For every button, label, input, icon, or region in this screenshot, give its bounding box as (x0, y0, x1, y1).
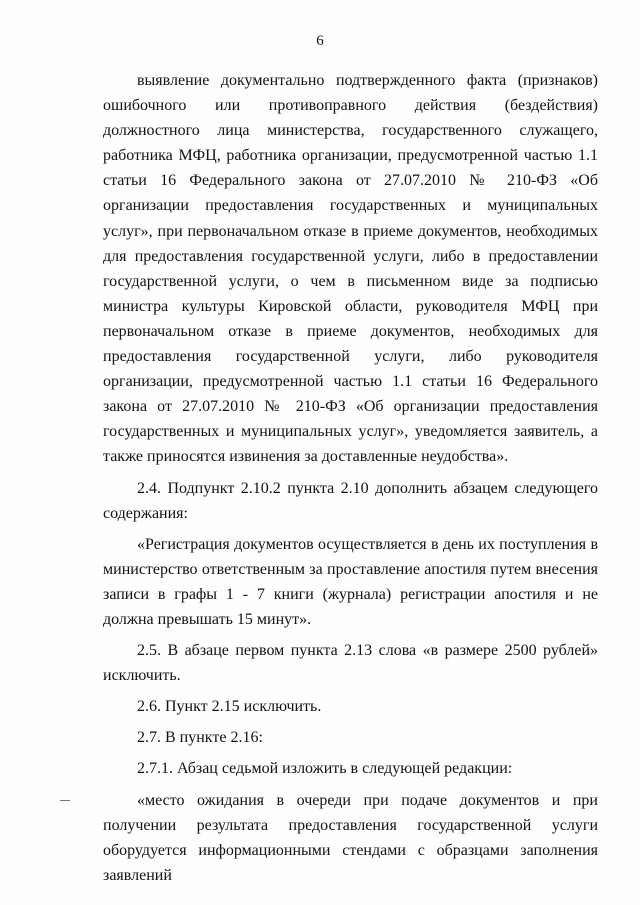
paragraph-2-6: 2.6. Пункт 2.15 исключить. (137, 698, 322, 716)
paragraph-2-4: 2.4. Подпункт 2.10.2 пункта 2.10 дополнить абзацем следующего содержания: (103, 479, 598, 522)
document-body (103, 68, 598, 888)
paragraph-2-7-1: 2.7.1. Абзац седьмой изложить в следующей редакции: (137, 760, 513, 778)
paragraph-2-5: 2.5. В абзаце первом пункта 2.13 слова «в размере 2500 рублей» исключить. (103, 642, 598, 685)
paragraph-waiting-place-quote: «место ожидания в очереди при подаче документов и при получении результата предоставления государственной услуги оборудуется информационными стендами с образцами заполнения заявлений (103, 791, 598, 884)
paragraph-continuation: выявление документально подтвержденного факта (признаков) ошибочного или противоправного действия (бездействия) должностного лица министерства, государственного служащего, работника МФЦ, работника организации, предусмотренной частью 1.1 статьи 16 Федерального закона от 27.07.2010 № 210-ФЗ «Об организации предоставления государственных и муниципальных услуг», при первоначальном отказе в приеме документов, необходимых для предоставления государственной услуги, либо в предоставлении государственной услуги, о чем в письменном виде за подписью министра культуры Кировской области, руководителя МФЦ при первоначальном отказе в приеме документов, необходимых для предоставления государственной услуги, либо руководителя организации, предусмотренной частью 1.1 статьи 16 Федерального закона от 27.07.2010 № 210-ФЗ «Об организации предоставления государственных и муниципальных услуг», уведомляется заявитель, а также приносятся извинения за доставленные неудобства». (103, 72, 598, 466)
page-number: 6 (316, 33, 324, 49)
scan-artifact-mark (60, 800, 70, 801)
paragraph-2-7: 2.7. В пункте 2.16: (137, 729, 263, 747)
paragraph-registration-quote: «Регистрация документов осуществляется в день их поступления в министерство ответственным за проставление апостиля путем внесения записи в графы 1 - 7 книги (журнала) регистрации апостиля и не должна превышать 15 минут». (103, 535, 598, 628)
